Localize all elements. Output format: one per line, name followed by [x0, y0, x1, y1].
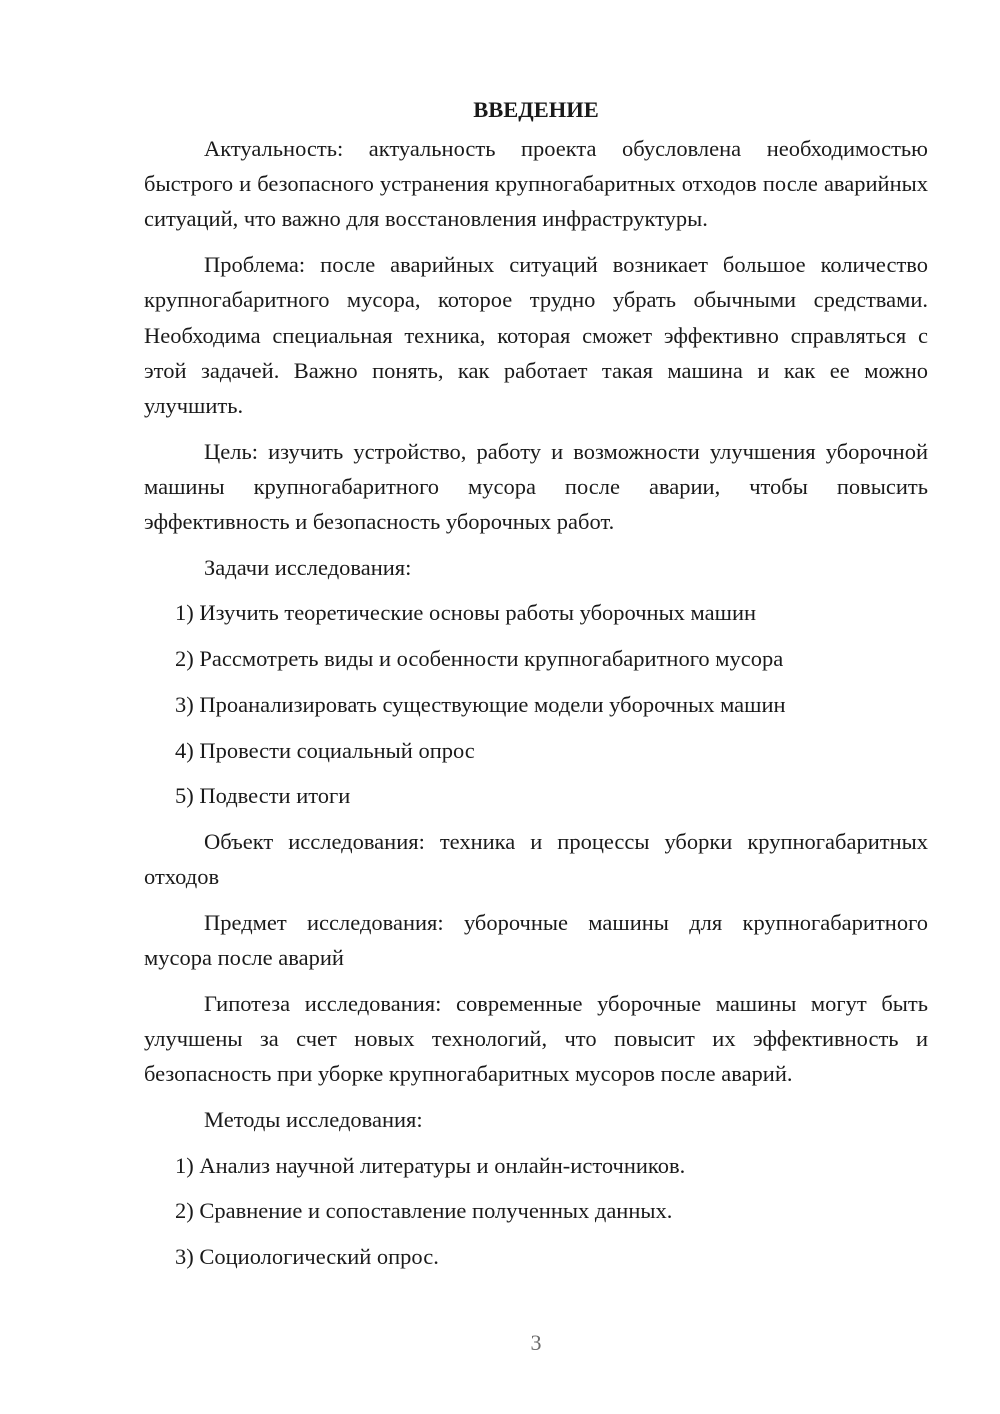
goal-paragraph: Цель: изучить устройство, работу и возможности улучшения уборочной машины крупногабаритного мусора после аварии, чтобы повысить эффективность и безопасность уборочных работ.	[144, 438, 928, 535]
task-item: 1) Изучить теоретические основы работы уборочных машин	[175, 600, 757, 626]
task-item: 2) Рассмотреть виды и особенности крупногабаритного мусора	[175, 646, 784, 672]
problem-paragraph: Проблема: после аварийных ситуаций возникает большое количество крупногабаритного мусора, которое трудно убрать обычными средствами. Необходима специальная техника, которая сможет эффективно справляться с этой задачей. Важно понять, как работает такая машина и как ее можно улучшить.	[144, 252, 928, 418]
methods-heading: Методы исследования:	[204, 1106, 423, 1132]
tasks-heading: Задачи исследования:	[204, 554, 412, 580]
task-item: 5) Подвести итоги	[175, 783, 351, 809]
relevance-paragraph: Актуальность: актуальность проекта обусловлена необходимостью быстрого и безопасного устранения крупногабаритных отходов после аварийных ситуаций, что важно для восстановления инфраструктуры.	[144, 136, 928, 232]
object-paragraph: Объект исследования: техника и процессы уборки крупногабаритных отходов	[144, 828, 928, 890]
task-item: 3) Проанализировать существующие модели уборочных машин	[175, 691, 786, 717]
method-item: 1) Анализ научной литературы и онлайн-источников.	[175, 1152, 686, 1178]
document-page	[144, 92, 928, 1285]
subject-paragraph: Предмет исследования: уборочные машины для крупногабаритного мусора после аварий	[144, 909, 928, 971]
method-item: 3) Социологический опрос.	[175, 1243, 439, 1269]
page-title: ВВЕДЕНИЕ	[473, 97, 599, 122]
hypothesis-paragraph: Гипотеза исследования: современные уборочные машины могут быть улучшены за счет новых технологий, что повысит их эффективность и безопасность при уборке крупногабаритных мусоров после аварий.	[144, 990, 928, 1087]
task-item: 4) Провести социальный опрос	[175, 737, 475, 763]
method-item: 2) Сравнение и сопоставление полученных данных.	[175, 1198, 673, 1224]
page-number: 3	[530, 1330, 542, 1355]
